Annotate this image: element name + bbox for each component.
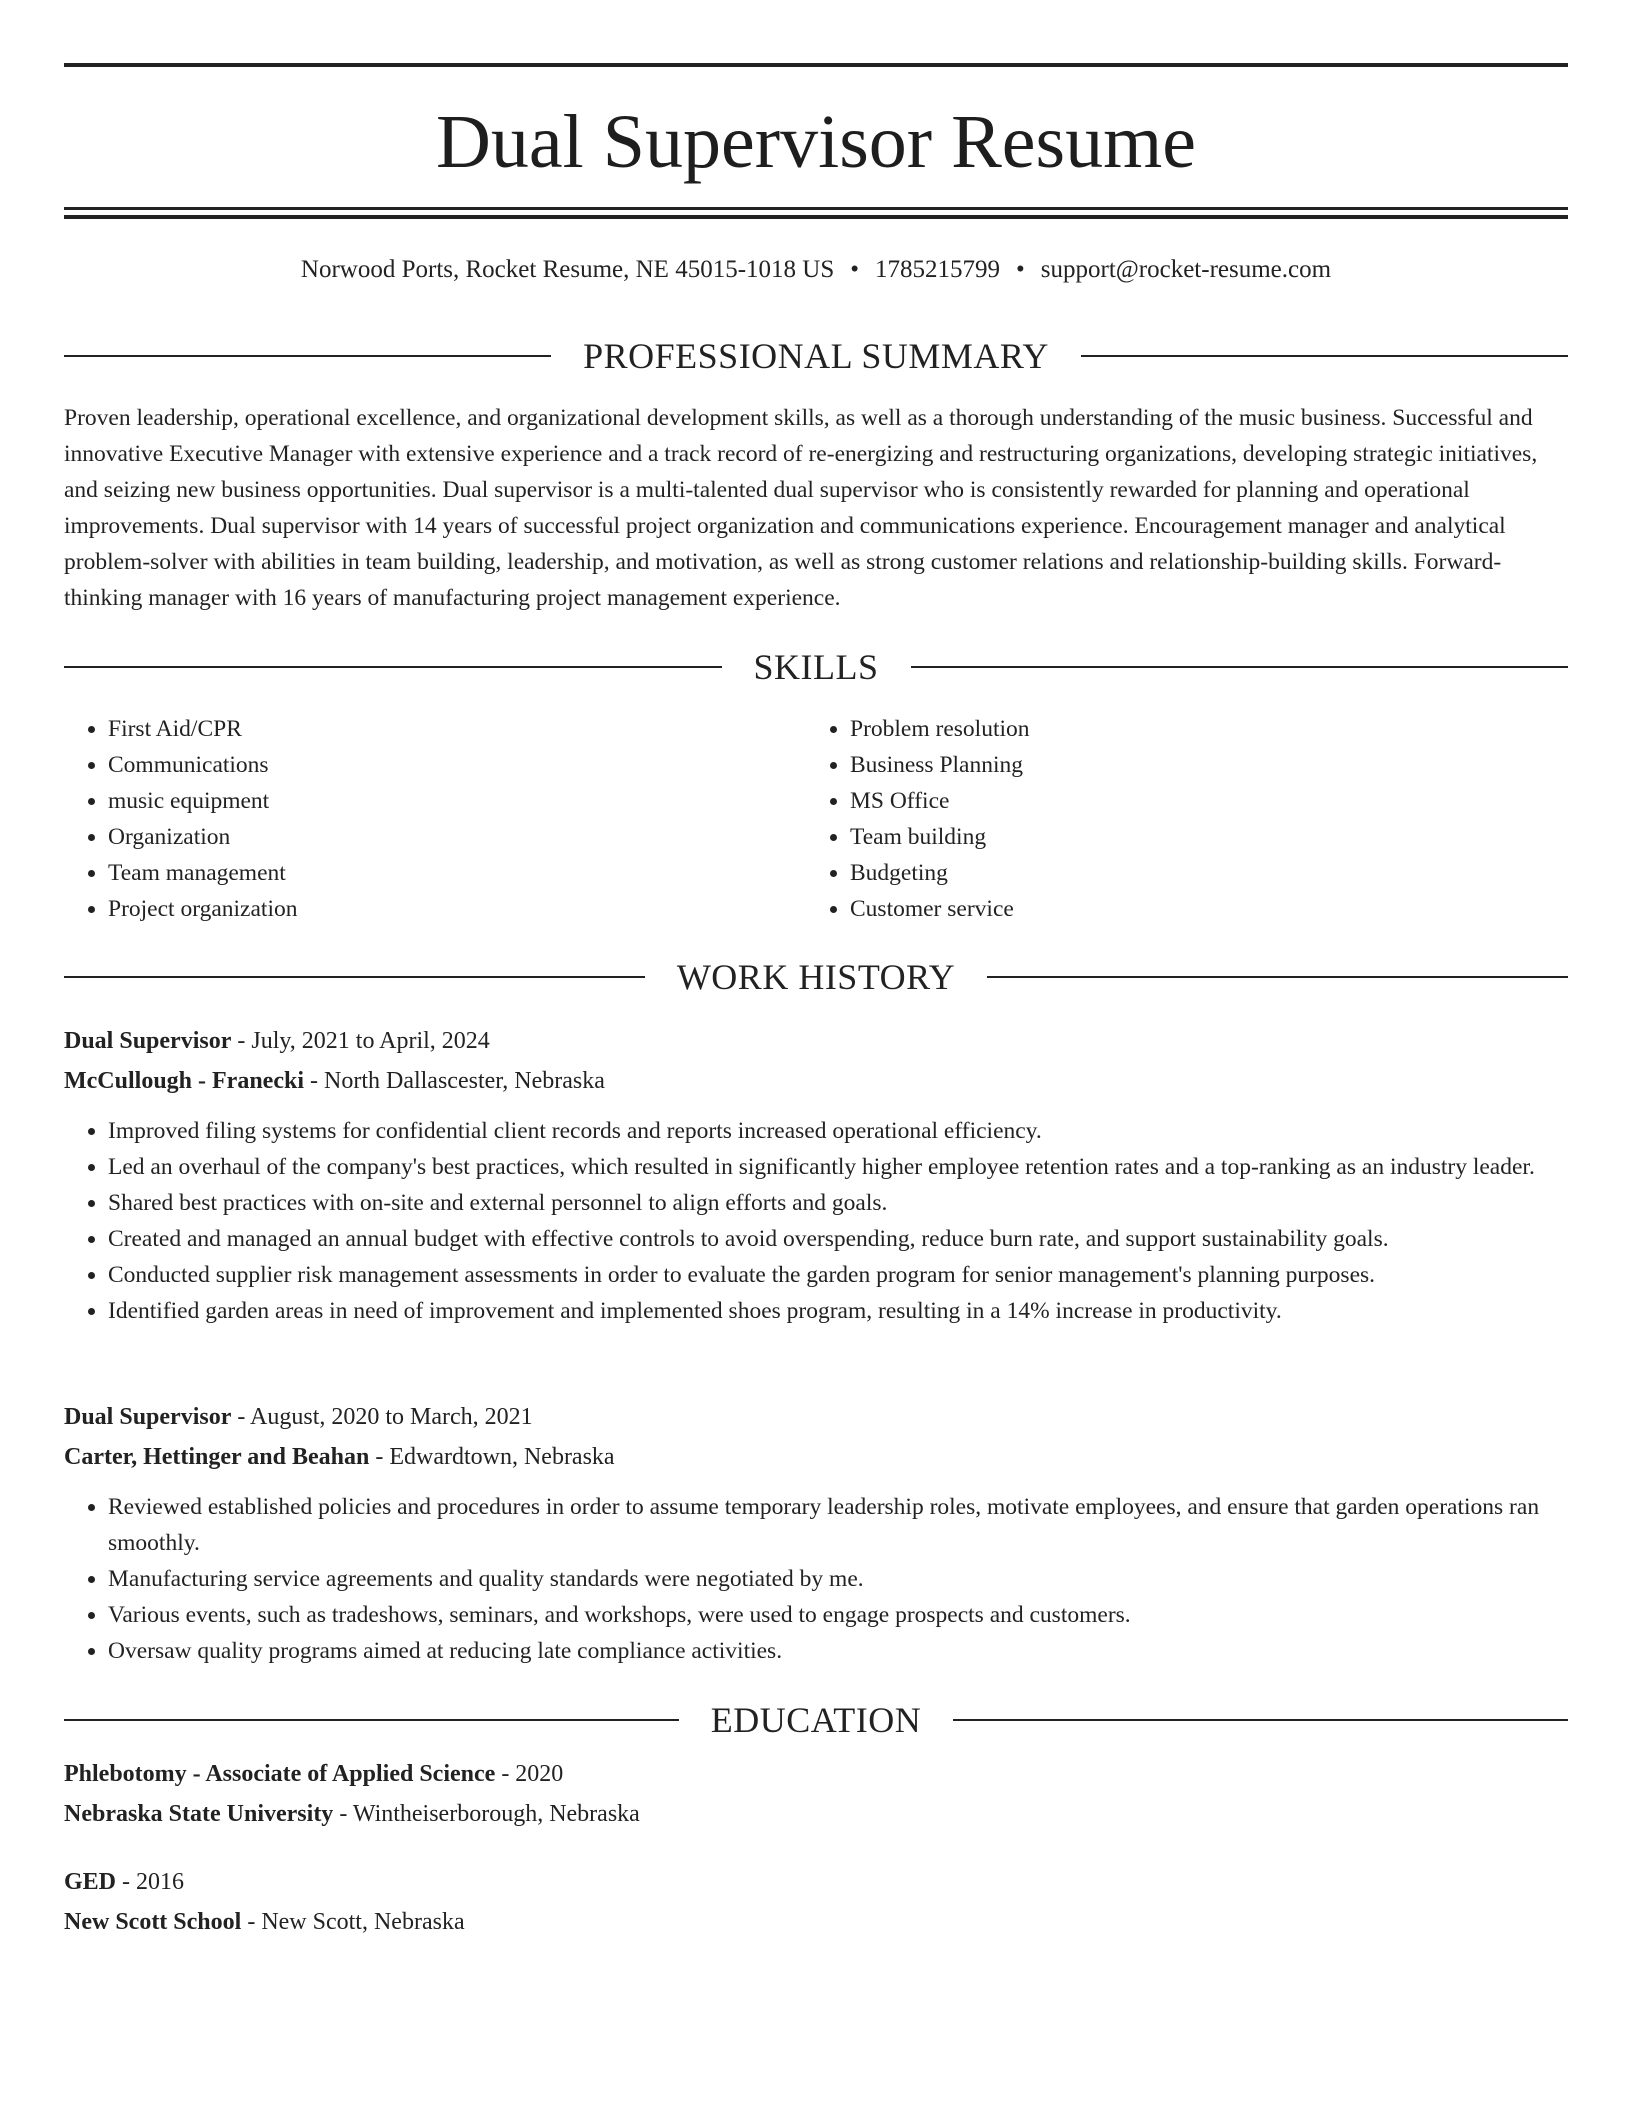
job-bullet: • Created and managed an annual budget with effective controls to avoid overspending, reduce burn rate, and support sustainability goals. <box>108 1221 1568 1257</box>
job-entry <box>64 1397 1568 1669</box>
education-entry <box>64 1862 1568 1942</box>
heading-rule <box>1081 355 1568 357</box>
job-company: McCullough - Franecki <box>64 1068 304 1094</box>
contact-email: support@rocket-resume.com <box>1040 256 1332 283</box>
contact-phone: 1785215799 <box>875 256 1000 283</box>
education-degree: GED <box>64 1869 117 1895</box>
section-heading-skills <box>64 643 1568 691</box>
job-company-line <box>64 1437 1568 1477</box>
skill-item: • Team management <box>108 855 806 891</box>
job-dates: - August, 2020 to March, 2021 <box>231 1404 533 1430</box>
resume-title: Dual Supervisor Resume <box>436 100 1196 184</box>
top-rule <box>64 63 1568 67</box>
contact-separator: • <box>850 256 859 283</box>
heading-rule <box>64 1719 679 1721</box>
skill-item: • MS Office <box>850 783 1548 819</box>
job-bullet: • Various events, such as tradeshows, seminars, and workshops, were used to engage prospects and customers. <box>108 1597 1568 1633</box>
skills-heading: SKILLS <box>753 647 879 687</box>
job-title-line <box>64 1397 1568 1437</box>
job-bullets <box>64 1113 1568 1329</box>
job-bullet: • Manufacturing service agreements and quality standards were negotiated by me. <box>108 1561 1568 1597</box>
skill-item: • Business Planning <box>850 747 1548 783</box>
heading-rule <box>911 666 1569 668</box>
education-degree: Phlebotomy - Associate of Applied Science <box>64 1761 496 1787</box>
skills-column-right <box>806 711 1548 927</box>
heading-rule <box>64 666 722 668</box>
heading-rule <box>64 355 551 357</box>
heading-rule <box>64 976 645 978</box>
title-rule-upper <box>64 207 1568 210</box>
skills-column-left <box>64 711 806 927</box>
education-entry <box>64 1754 1568 1834</box>
job-title: Dual Supervisor <box>64 1404 232 1430</box>
job-bullet: • Reviewed established policies and procedures in order to assume temporary leadership roles, motivate employees, and ensure that garden operations ran smoothly. <box>108 1489 1568 1561</box>
contact-address: Norwood Ports, Rocket Resume, NE 45015-1018 US <box>300 256 835 283</box>
skill-item: • First Aid/CPR <box>108 711 806 747</box>
education-degree-line <box>64 1862 1568 1902</box>
education-school-line <box>64 1902 1568 1942</box>
education-location: - Wintheiserborough, Nebraska <box>333 1801 640 1827</box>
skill-item: • Team building <box>850 819 1548 855</box>
education-school-line <box>64 1794 1568 1834</box>
skill-item: • Customer service <box>850 891 1548 927</box>
heading-rule <box>987 976 1568 978</box>
job-company-line <box>64 1061 1568 1101</box>
job-bullet: • Improved filing systems for confidential client records and reports increased operational efficiency. <box>108 1113 1568 1149</box>
section-heading-work <box>64 953 1568 1001</box>
job-company: Carter, Hettinger and Beahan <box>64 1444 370 1470</box>
education-school: Nebraska State University <box>64 1801 334 1827</box>
skill-item: • Project organization <box>108 891 806 927</box>
contact-separator: • <box>1016 256 1025 283</box>
job-bullet: • Oversaw quality programs aimed at reducing late compliance activities. <box>108 1633 1568 1669</box>
job-bullet: • Led an overhaul of the company's best practices, which resulted in significantly higher employee retention rates and a top-ranking as an industry leader. <box>108 1149 1568 1185</box>
skill-item: • music equipment <box>108 783 806 819</box>
job-entry <box>64 1021 1568 1329</box>
job-title: Dual Supervisor <box>64 1028 232 1054</box>
skill-item: • Budgeting <box>850 855 1548 891</box>
education-location: - New Scott, Nebraska <box>241 1909 465 1935</box>
job-title-line <box>64 1021 1568 1061</box>
education-school: New Scott School <box>64 1909 242 1935</box>
title-rule-lower <box>64 215 1568 219</box>
contact-line <box>64 252 1568 288</box>
section-heading-summary <box>64 332 1568 380</box>
heading-rule <box>953 1719 1568 1721</box>
education-year: - 2020 <box>495 1761 564 1787</box>
section-heading-education <box>64 1696 1568 1744</box>
education-year: - 2016 <box>116 1869 185 1895</box>
job-location: - North Dallascester, Nebraska <box>304 1068 605 1094</box>
job-bullet: • Shared best practices with on-site and external personnel to align efforts and goals. <box>108 1185 1568 1221</box>
summary-text: Proven leadership, operational excellence, and organizational development skills, as well as a thorough understanding of the music business. Successful and innovative Executive Manager with extensive experience and a track record of re-energizing and restructuring organizations, developing strategic initiatives, and seizing new business opportunities. Dual supervisor is a multi-talented dual supervisor who is consistently rewarded for planning and operational improvements. Dual supervisor with 14 years of successful project organization and communications experience. Encouragement manager and analytical problem-solver with abilities in team building, leadership, and motivation, as well as strong customer relations and relationship-building skills. Forward-thinking manager with 16 years of manufacturing project management experience. <box>64 405 1538 611</box>
skills-list <box>64 711 1568 927</box>
skill-item: • Communications <box>108 747 806 783</box>
job-bullet: • Conducted supplier risk management assessments in order to evaluate the garden program for senior management's planning purposes. <box>108 1257 1568 1293</box>
job-location: - Edwardtown, Nebraska <box>369 1444 615 1470</box>
skill-item: • Organization <box>108 819 806 855</box>
summary-heading: PROFESSIONAL SUMMARY <box>583 336 1049 376</box>
job-dates: - July, 2021 to April, 2024 <box>231 1028 490 1054</box>
education-heading: EDUCATION <box>710 1700 922 1740</box>
skill-item: • Problem resolution <box>850 711 1548 747</box>
job-bullets <box>64 1489 1568 1669</box>
education-degree-line <box>64 1754 1568 1794</box>
job-bullet: • Identified garden areas in need of improvement and implemented shoes program, resulting in a 14% increase in productivity. <box>108 1293 1568 1329</box>
work-heading: WORK HISTORY <box>676 957 956 997</box>
